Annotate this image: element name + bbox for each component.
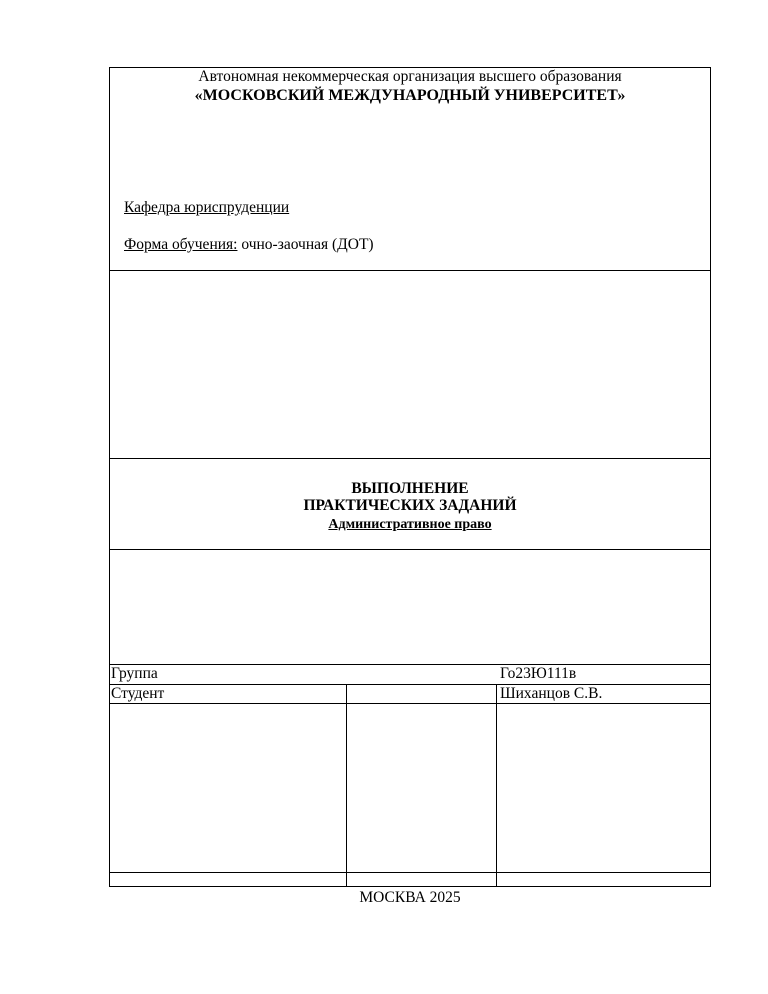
group-value: Го23Ю111в xyxy=(500,665,577,682)
table-row-divider xyxy=(109,872,711,873)
organization-line: Автономная некоммерческая организация высшего образования xyxy=(198,68,622,85)
title-page-frame xyxy=(109,67,711,887)
study-form-value: очно-заочная (ДОТ) xyxy=(237,236,374,253)
table-row-divider xyxy=(109,684,711,685)
section-divider xyxy=(109,270,711,271)
university-name: «МОСКОВСКИЙ МЕЖДУНАРОДНЫЙ УНИВЕРСИТЕТ» xyxy=(194,87,626,104)
work-title-line1: ВЫПОЛНЕНИЕ xyxy=(351,480,469,497)
study-form xyxy=(124,236,374,254)
work-title-line2: ПРАКТИЧЕСКИХ ЗАДАНИЙ xyxy=(303,497,517,514)
city-year: МОСКВА 2025 xyxy=(359,889,461,906)
section-divider xyxy=(109,458,711,459)
study-form-label: Форма обучения: xyxy=(124,236,238,253)
table-row-divider xyxy=(109,703,711,704)
table-top-border xyxy=(109,664,711,665)
student-name: Шиханцов С.В. xyxy=(500,685,603,702)
department-label: Кафедра юриспруденции xyxy=(124,199,290,216)
student-label: Студент xyxy=(111,685,165,702)
table-column-divider xyxy=(496,684,497,887)
table-column-divider xyxy=(346,684,347,887)
section-divider xyxy=(109,549,711,550)
group-label: Группа xyxy=(111,665,158,682)
subject-title: Административное право xyxy=(328,517,492,532)
